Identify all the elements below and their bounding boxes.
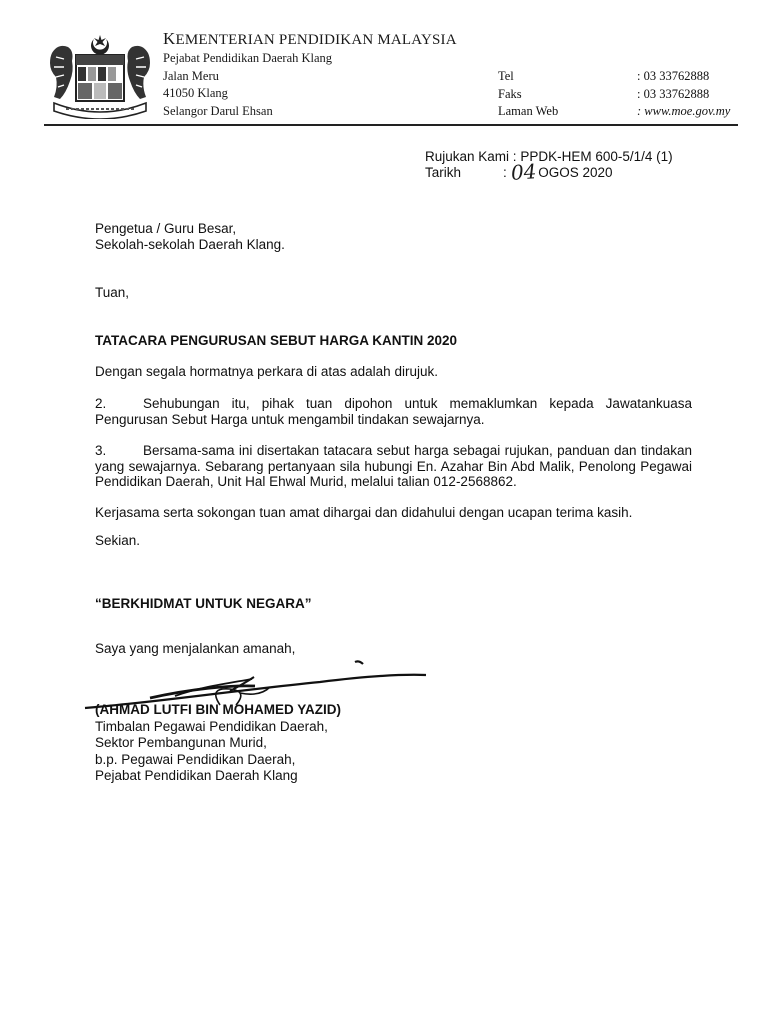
reference-block (425, 149, 673, 185)
sekian: Sekian. (95, 533, 141, 548)
paragraph-3 (95, 443, 692, 490)
date-day-handwritten: 04 (509, 159, 537, 185)
signatory-title-3: b.p. Pegawai Pendidikan Daerah, (95, 751, 296, 767)
web-label: Laman Web (498, 104, 559, 118)
date-label: Tarikh (425, 165, 462, 180)
contact-labels (498, 68, 558, 121)
paragraph-3-text: Bersama-sama ini disertakan tatacara sebut harga sebagai rujukan, panduan dan tindakan yang sewajarnya. Sebarang pertanyaan sila hubungi En. Azahar Bin Abd Malik, Penolong Pegawai Pendidikan Daerah, Unit Hal Ehwal Murid, melalui talian 012-2568862. (95, 443, 692, 489)
letterhead-divider (44, 124, 738, 126)
intro-paragraph: Dengan segala hormatnya perkara di atas adalah dirujuk. (95, 364, 438, 379)
address-line-1: Jalan Meru (163, 68, 219, 83)
recipient-line-2: Sekolah-sekolah Daerah Klang. (95, 237, 285, 252)
paragraph-2-text: Sehubungan itu, pihak tuan dipohon untuk memaklumkan kepada Jawatankuasa Pengurusan Sebut Harga untuk mengambil tindakan sewajarnya. (95, 396, 692, 427)
fax-label: Faks (498, 86, 522, 101)
date-separator: : (503, 165, 507, 180)
contact-values (637, 68, 730, 121)
office-name: Pejabat Pendidikan Daerah Klang (163, 51, 333, 65)
trust-line: Saya yang menjalankan amanah, (95, 641, 296, 656)
address-line-3: Selangor Darul Ehsan (163, 103, 273, 118)
our-reference-value: PPDK-HEM 600-5/1/4 (1) (520, 149, 673, 164)
letterhead-organization (163, 29, 457, 120)
signatory-title-4: Pejabat Pendidikan Daerah Klang (95, 768, 298, 783)
fax-value: : 03 33762888 (637, 86, 710, 101)
ministry-name: KEMENTERIAN PENDIDIKAN MALAYSIA (163, 29, 457, 48)
paragraph-2-number: 2. (95, 396, 107, 411)
motto: “BERKHIDMAT UNTUK NEGARA” (95, 596, 312, 611)
our-reference-label: Rujukan Kami : (425, 149, 517, 164)
coat-of-arms-logo (44, 33, 156, 119)
salutation: Tuan, (95, 285, 130, 300)
paragraph-2 (95, 396, 692, 427)
letter-date (425, 159, 673, 185)
signatory-title-1: Timbalan Pegawai Pendidikan Daerah, (95, 718, 328, 734)
date-month-year: OGOS 2020 (538, 165, 613, 180)
recipient-line-1: Pengetua / Guru Besar, (95, 221, 237, 236)
signatory-name: (AHMAD LUTFI BIN MOHAMED YAZID) (95, 702, 341, 717)
web-value: : www.moe.gov.my (637, 104, 731, 118)
signatory-title-2: Sektor Pembangunan Murid, (95, 735, 267, 750)
paragraph-3-number: 3. (95, 443, 107, 458)
letter-subject: TATACARA PENGURUSAN SEBUT HARGA KANTIN 2020 (95, 333, 458, 348)
signatory-block (95, 702, 341, 785)
address-line-2: 41050 Klang (163, 86, 228, 100)
tel-value: : 03 33762888 (637, 69, 710, 83)
our-reference (425, 149, 673, 165)
closing-paragraph: Kerjasama serta sokongan tuan amat dihargai dan didahului dengan ucapan terima kasih. (95, 505, 633, 520)
tel-label: Tel (498, 69, 514, 83)
recipient-block (95, 221, 285, 253)
